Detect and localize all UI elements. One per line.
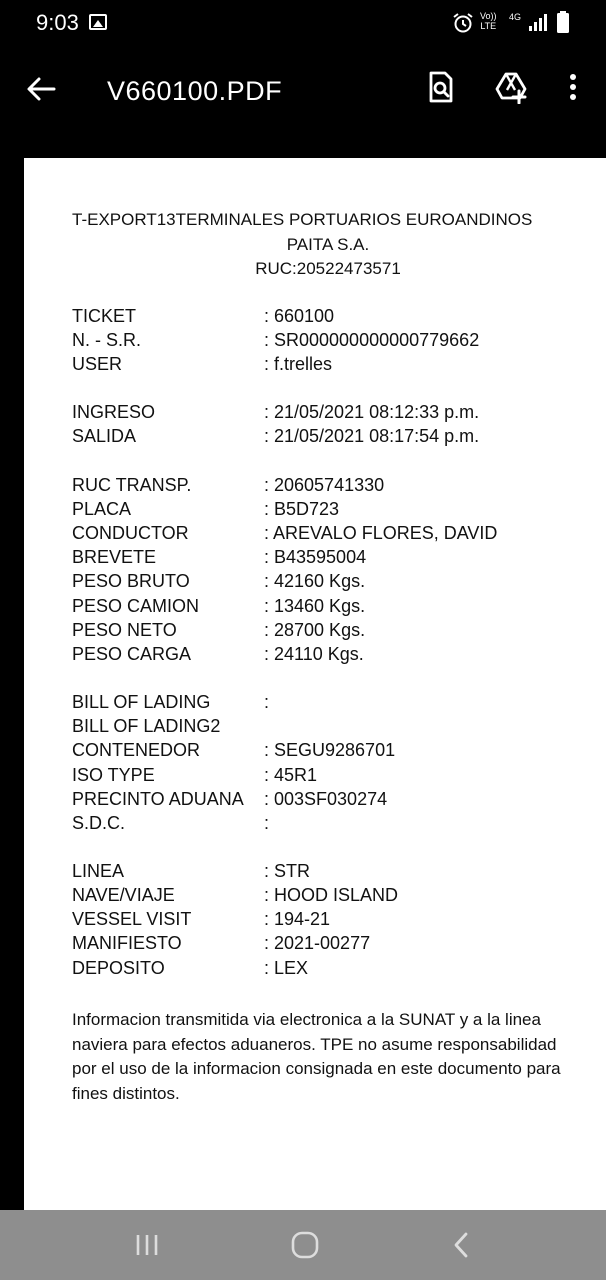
network-type: 4G	[509, 12, 522, 22]
field-label: BILL OF LADING2	[72, 716, 221, 736]
field-row	[72, 402, 592, 426]
field-label: NAVE/VIAJE	[72, 885, 175, 905]
field-row	[72, 571, 592, 595]
field-label: USER	[72, 354, 123, 374]
field-value: : AREVALO FLORES, DAVID	[264, 523, 498, 543]
status-bar	[0, 0, 606, 46]
field-row	[72, 716, 592, 740]
field-row	[72, 909, 592, 933]
field-label: RUC TRANSP.	[72, 475, 192, 495]
field-label: INGRESO	[72, 402, 156, 422]
back-arrow-icon[interactable]	[24, 72, 58, 106]
field-label: VESSEL VISIT	[72, 909, 192, 929]
field-value: : HOOD ISLAND	[264, 885, 399, 905]
field-value: : 42160 Kgs.	[264, 571, 366, 591]
company-name-cont: PAITA S.A.	[286, 235, 370, 254]
field-value: : B5D723	[264, 499, 340, 519]
field-label: PRECINTO ADUANA	[72, 789, 244, 809]
search-document-icon[interactable]	[424, 70, 458, 104]
field-value: : 45R1	[264, 765, 318, 785]
field-label: PLACA	[72, 499, 132, 519]
status-time: 9:03	[36, 10, 79, 35]
field-label: PESO CAMION	[72, 596, 200, 616]
field-value: :	[264, 692, 270, 712]
field-value: : 21/05/2021 08:12:33 p.m.	[264, 402, 480, 422]
field-label: TICKET	[72, 306, 137, 326]
home-icon[interactable]	[289, 1230, 321, 1260]
field-row	[72, 547, 592, 571]
field-row	[72, 330, 592, 354]
field-value: : 13460 Kgs.	[264, 596, 366, 616]
field-value: : SR000000000000779662	[264, 330, 480, 350]
field-row	[72, 354, 592, 378]
field-value: : 21/05/2021 08:17:54 p.m.	[264, 426, 480, 446]
field-label: LINEA	[72, 861, 125, 881]
alarm-icon	[452, 12, 474, 34]
field-row	[72, 813, 592, 837]
field-value: : 24110 Kgs.	[264, 644, 364, 664]
field-row	[72, 620, 592, 644]
field-value: :	[264, 813, 270, 833]
field-label: BILL OF LADING	[72, 692, 211, 712]
legal-footnote: Informacion transmitida via electronica a la SUNAT y a la linea naviera para efectos aduaneros. TPE no asume responsabilidad por el uso de la informacion consignada en este documento para fines distintos.	[72, 1010, 561, 1103]
field-row	[72, 596, 592, 620]
field-label: ISO TYPE	[72, 765, 155, 785]
field-label: PESO CARGA	[72, 644, 192, 664]
signal-icon	[528, 12, 548, 32]
company-ruc: RUC:20522473571	[255, 259, 401, 278]
field-label: CONTENEDOR	[72, 740, 201, 760]
field-label: SALIDA	[72, 426, 137, 446]
field-row	[72, 861, 592, 885]
field-row	[72, 499, 592, 523]
field-row	[72, 306, 592, 330]
field-value: : 660100	[264, 306, 335, 326]
add-to-drive-icon[interactable]	[494, 70, 528, 104]
field-value: : f.trelles	[264, 354, 333, 374]
field-value: : 003SF030274	[264, 789, 388, 809]
field-label: S.D.C.	[72, 813, 126, 833]
field-label: N. - S.R.	[72, 330, 142, 350]
recent-apps-icon[interactable]	[131, 1230, 163, 1260]
field-value: : LEX	[264, 958, 309, 978]
pdf-page	[24, 158, 606, 1210]
pdf-viewer[interactable]	[0, 158, 606, 1210]
document-title: V660100.PDF	[107, 76, 283, 106]
field-row	[72, 789, 592, 813]
field-row	[72, 426, 592, 450]
field-value: : 2021-00277	[264, 933, 371, 953]
field-row	[72, 933, 592, 957]
company-name: T-EXPORT13TERMINALES PORTUARIOS EUROANDINOS	[72, 210, 533, 229]
back-icon[interactable]	[446, 1230, 478, 1260]
system-nav-bar	[0, 1210, 606, 1280]
field-label: PESO BRUTO	[72, 571, 190, 591]
field-value: : 20605741330	[264, 475, 385, 495]
volte-indicator: Vo)) LTE	[480, 11, 497, 31]
field-row	[72, 523, 592, 547]
field-label: DEPOSITO	[72, 958, 165, 978]
field-value: : B43595004	[264, 547, 367, 567]
image-notification-icon	[89, 14, 107, 30]
field-row	[72, 475, 592, 499]
field-row	[72, 644, 592, 668]
field-row	[72, 765, 592, 789]
field-label: BREVETE	[72, 547, 157, 567]
field-row	[72, 958, 592, 982]
field-label: MANIFIESTO	[72, 933, 182, 953]
field-value: : STR	[264, 861, 311, 881]
field-value: : 194-21	[264, 909, 331, 929]
field-row	[72, 740, 592, 764]
battery-icon	[556, 10, 570, 34]
more-vert-icon[interactable]	[556, 70, 590, 104]
field-row	[72, 692, 592, 716]
field-value: : 28700 Kgs.	[264, 620, 366, 640]
field-label: PESO NETO	[72, 620, 177, 640]
field-value: : SEGU9286701	[264, 740, 396, 760]
app-bar	[0, 46, 606, 158]
field-label: CONDUCTOR	[72, 523, 189, 543]
field-row	[72, 885, 592, 909]
